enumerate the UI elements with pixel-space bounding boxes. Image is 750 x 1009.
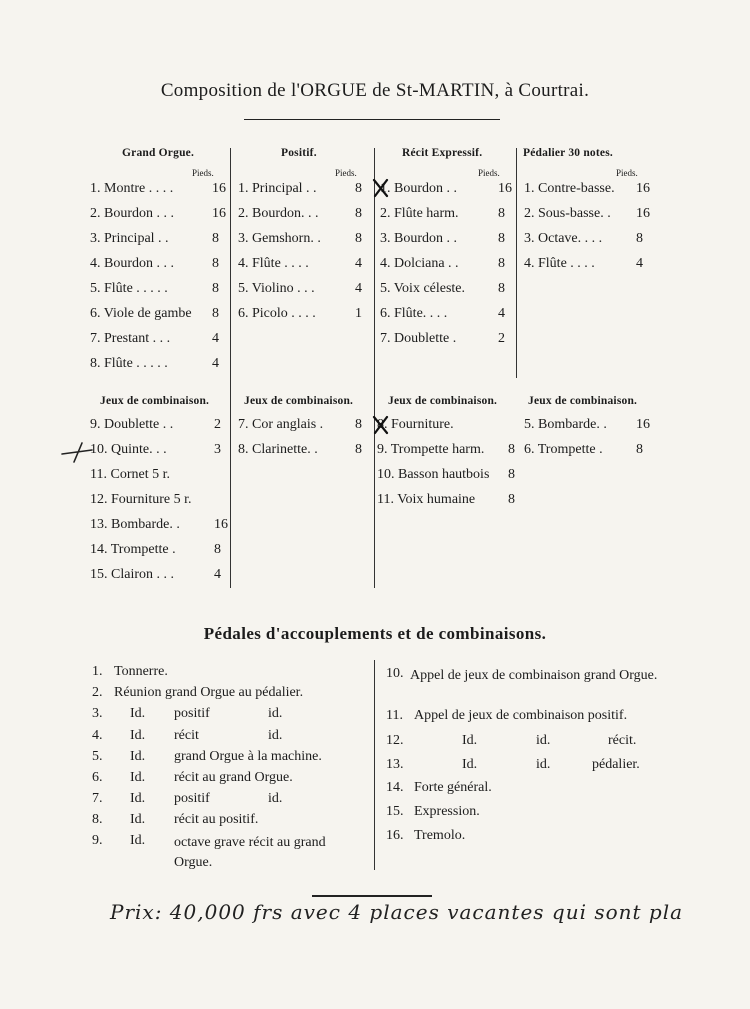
stop-name: 13. Bombarde. . — [90, 517, 180, 532]
pedal-number: 16. — [386, 828, 404, 843]
pedal-number: 3. — [92, 706, 103, 721]
stop-name: 4. Flûte . . . . — [524, 256, 595, 271]
pedal-text: Tonnerre. — [114, 664, 168, 679]
pedal-text: Id. — [130, 791, 146, 806]
stop-name: 11. Voix humaine — [377, 492, 476, 507]
stop-feet: 8 — [214, 542, 221, 557]
stop-name: 1. Bourdon . . — [380, 181, 457, 196]
pedal-text: Id. — [130, 812, 146, 827]
pedal-text: récit au positif. — [174, 812, 259, 827]
pedal-row — [92, 706, 368, 726]
pedal-number: 10. — [386, 666, 404, 681]
stop-feet: 8 — [355, 231, 362, 246]
pedal-row — [92, 685, 368, 705]
stop-row — [238, 206, 369, 224]
stop-feet: 16 — [636, 417, 650, 432]
stop-feet: 4 — [212, 331, 219, 346]
pedal-row — [92, 664, 368, 684]
stop-row — [377, 492, 522, 510]
stop-name: 5. Flûte . . . . . — [90, 281, 168, 296]
pedal-row — [386, 804, 664, 824]
pedal-row — [386, 780, 664, 800]
stop-row — [90, 517, 228, 535]
pedal-text: Id. — [130, 833, 146, 848]
stop-name: 15. Clairon . . . — [90, 567, 174, 582]
stop-name: 9. Doublette . . — [90, 417, 174, 432]
stop-row — [238, 256, 369, 274]
stop-feet: 8 — [212, 281, 219, 296]
stop-name: 5. Violino . . . — [238, 281, 315, 296]
stop-feet: 8 — [212, 231, 219, 246]
stop-feet: 2 — [498, 331, 505, 346]
stop-feet: 8 — [508, 492, 515, 507]
stop-row — [238, 231, 369, 249]
stop-feet: 8 — [212, 256, 219, 271]
column-divider — [516, 148, 517, 378]
pedal-text: id. — [268, 791, 283, 806]
pedal-number: 6. — [92, 770, 103, 785]
stop-feet: 4 — [355, 256, 362, 271]
stop-feet: 8 — [508, 442, 515, 457]
stop-row — [90, 467, 228, 485]
cross-mark-icon — [372, 178, 390, 198]
stop-row — [90, 206, 226, 224]
stop-name: 5. Bombarde. . — [524, 417, 607, 432]
stop-feet: 16 — [212, 181, 226, 196]
stop-name: 4. Flûte . . . . — [238, 256, 309, 271]
pieds-label: Pieds. — [478, 168, 500, 178]
pedal-text: Appel de jeux de combinaison positif. — [414, 708, 628, 723]
pedal-text: Id. — [130, 749, 146, 764]
pedal-number: 2. — [92, 685, 103, 700]
stop-feet: 8 — [636, 442, 643, 457]
stop-feet: 16 — [212, 206, 226, 221]
column-heading: Grand Orgue. — [122, 147, 195, 159]
stop-name: 7. Doublette . — [380, 331, 457, 346]
pedal-row — [386, 757, 664, 777]
pedal-row — [386, 708, 664, 728]
stop-feet: 16 — [498, 181, 512, 196]
column-heading: Récit Expressif. — [402, 147, 483, 159]
stop-feet: 4 — [214, 567, 221, 582]
stop-row — [380, 306, 512, 324]
stop-name: 1. Principal . . — [238, 181, 317, 196]
stop-name: 6. Viole de gambe — [90, 306, 192, 321]
pedal-number: 13. — [386, 757, 404, 772]
pedal-number: 15. — [386, 804, 404, 819]
stop-row — [90, 542, 228, 560]
pedal-row — [92, 833, 368, 873]
combination-heading: Jeux de combinaison. — [528, 395, 638, 407]
pedal-number: 7. — [92, 791, 103, 806]
pieds-label: Pieds. — [335, 168, 357, 178]
stop-name: 4. Dolciana . . — [380, 256, 459, 271]
stop-row — [380, 181, 512, 199]
stop-row — [90, 567, 228, 585]
pedal-text: id. — [536, 733, 551, 748]
pedal-number: 4. — [92, 728, 103, 743]
pedal-row — [92, 728, 368, 748]
stop-feet: 16 — [636, 181, 650, 196]
stop-name: 8. Fourniture. — [377, 417, 454, 432]
pedal-number: 14. — [386, 780, 404, 795]
stop-row — [524, 417, 650, 435]
pedal-number: 12. — [386, 733, 404, 748]
stop-feet: 1 — [355, 306, 362, 321]
stop-feet: 4 — [498, 306, 505, 321]
stop-name: 10. Basson hautbois — [377, 467, 490, 482]
bottom-rule — [312, 895, 432, 897]
stop-row — [238, 281, 369, 299]
stop-row — [90, 492, 228, 510]
stop-row — [524, 206, 650, 224]
tick-mark-icon — [60, 440, 94, 464]
combination-heading: Jeux de combinaison. — [244, 395, 354, 407]
stop-row — [90, 331, 226, 349]
stop-feet: 8 — [498, 231, 505, 246]
title-underline — [244, 119, 500, 120]
pedal-text: récit — [174, 728, 199, 743]
pedal-text: octave grave récit au grand Orgue. — [174, 835, 326, 870]
stop-feet: 8 — [355, 442, 362, 457]
pedal-number: 8. — [92, 812, 103, 827]
pedal-text: récit. — [608, 733, 637, 748]
stop-row — [238, 417, 369, 435]
stop-row — [90, 417, 228, 435]
stop-row — [380, 206, 512, 224]
pedal-number: 5. — [92, 749, 103, 764]
stop-row — [524, 442, 650, 460]
pedal-text: Id. — [130, 728, 146, 743]
pedal-text: Id. — [462, 733, 478, 748]
pedal-text: Tremolo. — [414, 828, 466, 843]
stop-row — [90, 256, 226, 274]
stop-feet: 4 — [212, 356, 219, 371]
stop-name: 3. Octave. . . . — [524, 231, 603, 246]
pedal-text: Expression. — [414, 804, 480, 819]
pedal-text: pédalier. — [592, 757, 640, 772]
stop-name: 8. Clarinette. . — [238, 442, 318, 457]
stop-name: 4. Bourdon . . . — [90, 256, 174, 271]
stop-name: 2. Bourdon . . . — [90, 206, 174, 221]
stop-feet: 2 — [214, 417, 221, 432]
column-heading: Positif. — [281, 147, 317, 159]
page-title: Composition de l'ORGUE de St-MARTIN, à Courtrai. — [160, 80, 590, 101]
pedal-row — [92, 770, 368, 790]
stop-row — [380, 256, 512, 274]
column-divider — [230, 148, 231, 588]
stop-row — [90, 181, 226, 199]
stop-feet: 8 — [355, 206, 362, 221]
stop-name: 6. Picolo . . . . — [238, 306, 316, 321]
stop-feet: 8 — [355, 181, 362, 196]
stop-row — [380, 281, 512, 299]
stop-feet: 8 — [498, 256, 505, 271]
pedal-text: id. — [268, 706, 283, 721]
column-divider — [374, 148, 375, 588]
stop-row — [90, 442, 228, 460]
stop-name: 12. Fourniture 5 r. — [90, 492, 192, 507]
combination-heading: Jeux de combinaison. — [100, 395, 210, 407]
stop-feet: 8 — [636, 231, 643, 246]
stop-feet: 8 — [508, 467, 515, 482]
stop-row — [377, 467, 522, 485]
stop-name: 3. Principal . . — [90, 231, 169, 246]
stop-name: 14. Trompette . — [90, 542, 176, 557]
stop-name: 2. Flûte harm. — [380, 206, 459, 221]
combination-heading: Jeux de combinaison. — [388, 395, 498, 407]
pedal-row — [92, 812, 368, 832]
pedal-row — [92, 791, 368, 811]
stop-name: 1. Contre-basse. — [524, 181, 615, 196]
pedal-text: positif — [174, 791, 210, 806]
pedal-number: 9. — [92, 833, 103, 848]
stop-feet: 16 — [214, 517, 228, 532]
stop-name: 6. Flûte. . . . — [380, 306, 448, 321]
pedal-text: Forte général. — [414, 780, 492, 795]
stop-row — [90, 281, 226, 299]
pedal-row — [92, 749, 368, 769]
pedal-text: positif — [174, 706, 210, 721]
stop-row — [90, 231, 226, 249]
stop-row — [238, 181, 369, 199]
pedals-divider — [374, 660, 375, 870]
stop-row — [380, 331, 512, 349]
pedal-text: Id. — [130, 706, 146, 721]
stop-row — [380, 231, 512, 249]
stop-feet: 8 — [498, 281, 505, 296]
stop-name: 2. Bourdon. . . — [238, 206, 319, 221]
stop-row — [238, 306, 369, 324]
pedal-text: Id. — [130, 770, 146, 785]
pieds-label: Pieds. — [192, 168, 214, 178]
stop-name: 8. Flûte . . . . . — [90, 356, 168, 371]
stop-feet: 16 — [636, 206, 650, 221]
stop-row — [377, 417, 522, 435]
stop-row — [524, 231, 650, 249]
pieds-label: Pieds. — [616, 168, 638, 178]
pedal-text: id. — [268, 728, 283, 743]
stop-feet: 4 — [355, 281, 362, 296]
stop-feet: 4 — [636, 256, 643, 271]
stop-row — [90, 306, 226, 324]
pedal-text: Id. — [462, 757, 478, 772]
stop-name: 7. Prestant . . . — [90, 331, 171, 346]
stop-name: 2. Sous-basse. . — [524, 206, 611, 221]
pedal-text: Appel de jeux de combinaison grand Orgue. — [410, 668, 658, 683]
pedal-text: Réunion grand Orgue au pédalier. — [114, 685, 304, 700]
stop-name: 9. Trompette harm. — [377, 442, 485, 457]
stop-name: 7. Cor anglais . — [238, 417, 324, 432]
stop-row — [90, 356, 226, 374]
cross-mark-icon — [372, 415, 390, 435]
pedal-number: 11. — [386, 708, 403, 723]
pedal-text: id. — [536, 757, 551, 772]
stop-feet: 8 — [355, 417, 362, 432]
stop-feet: 8 — [212, 306, 219, 321]
stop-name: 11. Cornet 5 r. — [90, 467, 170, 482]
pedal-row — [386, 733, 664, 753]
pedal-text: grand Orgue à la machine. — [174, 749, 322, 764]
handwritten-note: Prix: 40,000 frs avec 4 places vacantes qui sont pla — [110, 900, 684, 924]
pedal-row — [386, 666, 664, 706]
stop-row — [238, 442, 369, 460]
stop-name: 6. Trompette . — [524, 442, 603, 457]
stop-name: 1. Montre . . . . — [90, 181, 174, 196]
pedal-row — [386, 828, 664, 848]
stop-name: 10. Quinte. . . — [90, 442, 167, 457]
stop-name: 5. Voix céleste. — [380, 281, 466, 296]
stop-row — [524, 181, 650, 199]
stop-name: 3. Bourdon . . — [380, 231, 457, 246]
stop-row — [524, 256, 650, 274]
stop-name: 3. Gemshorn. . — [238, 231, 321, 246]
column-heading: Pédalier 30 notes. — [523, 147, 613, 159]
pedal-number: 1. — [92, 664, 103, 679]
stop-feet: 3 — [214, 442, 221, 457]
stop-row — [377, 442, 522, 460]
pedal-text: récit au grand Orgue. — [174, 770, 293, 785]
pedals-title: Pédales d'accouplements et de combinaisons. — [203, 624, 547, 643]
stop-feet: 8 — [498, 206, 505, 221]
